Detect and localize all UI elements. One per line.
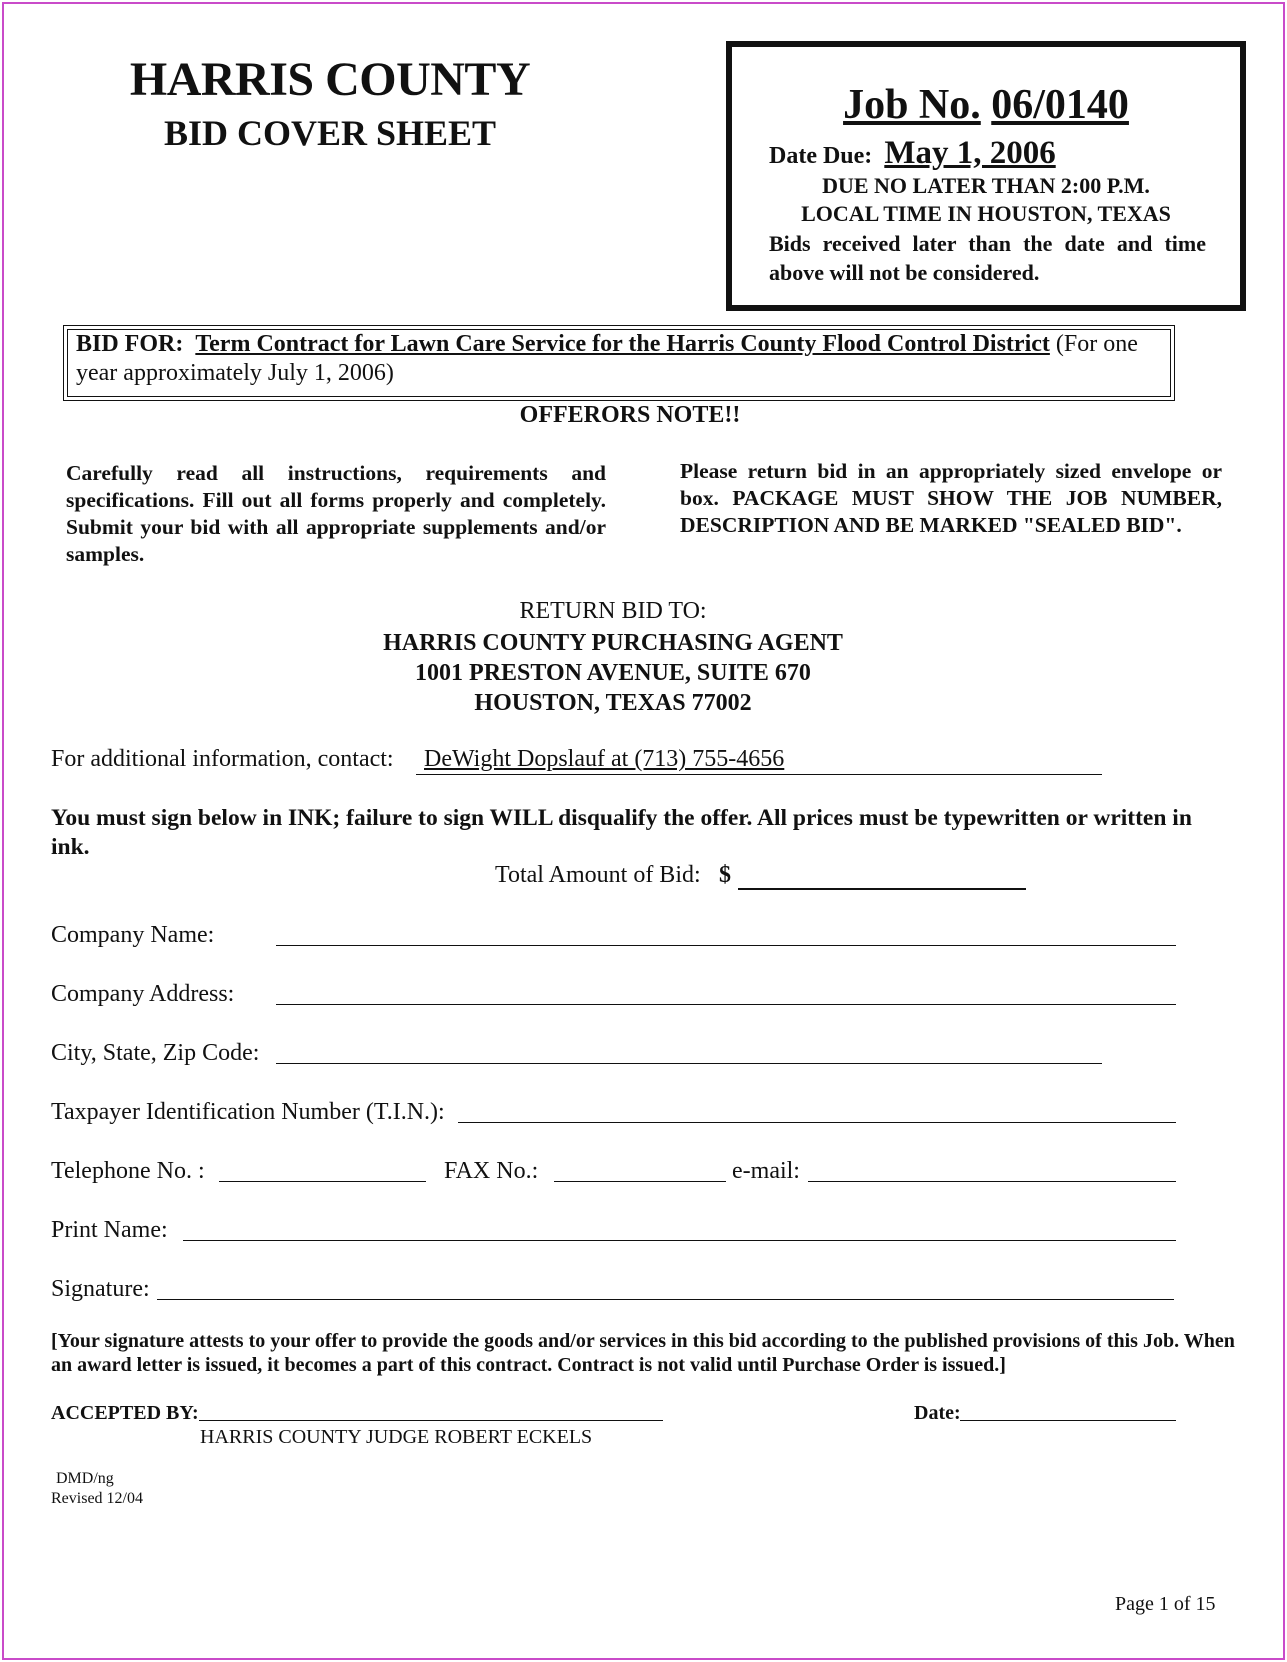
return-address bbox=[0, 628, 1226, 718]
signature-field[interactable] bbox=[157, 1299, 1174, 1301]
due-time-line: DUE NO LATER THAN 2:00 P.M. bbox=[822, 173, 1150, 198]
sign-in-ink-notice: You must sign below in INK; failure to sign WILL disqualify the offer. All prices must be typewritten or written in ink. bbox=[51, 805, 1192, 860]
bid-for-box bbox=[63, 325, 1175, 401]
contact-name-phone: DeWight Dopslauf at (713) 755-4656 bbox=[424, 746, 785, 772]
return-bid-label: RETURN BID TO: bbox=[519, 598, 707, 624]
offerors-note-heading: OFFERORS NOTE!! bbox=[519, 402, 741, 428]
print-name-field[interactable] bbox=[183, 1240, 1176, 1242]
date-due-value: May 1, 2006 bbox=[884, 135, 1056, 171]
due-location-line: LOCAL TIME IN HOUSTON, TEXAS bbox=[801, 201, 1171, 226]
return-street: 1001 PRESTON AVENUE, SUITE 670 bbox=[415, 660, 811, 686]
offerors-note-left: Carefully read all instructions, requirements and specifications. Fill out all forms properly and completely. Submit your bid with all appropriate supplements and/or samples. bbox=[66, 461, 606, 566]
company-address-label: Company Address: bbox=[51, 981, 235, 1007]
job-info-box bbox=[726, 41, 1246, 311]
job-number-label: Job No. bbox=[843, 82, 981, 128]
company-name-field[interactable] bbox=[276, 945, 1176, 947]
acceptance-date-field[interactable] bbox=[960, 1420, 1176, 1422]
accepted-by-field[interactable] bbox=[199, 1420, 663, 1422]
job-number-heading bbox=[732, 81, 1240, 129]
bid-for-title: Term Contract for Lawn Care Service for the Harris County Flood Control District bbox=[195, 331, 1050, 357]
job-number-value: 06/0140 bbox=[991, 82, 1129, 128]
accepted-by-label: ACCEPTED BY: bbox=[51, 1402, 199, 1424]
judge-name: HARRIS COUNTY JUDGE ROBERT ECKELS bbox=[200, 1426, 593, 1448]
fax-field[interactable] bbox=[554, 1181, 726, 1183]
total-amount-field[interactable] bbox=[738, 866, 1026, 890]
document-subtitle: BID COVER SHEET bbox=[163, 113, 497, 153]
date-due-row bbox=[769, 135, 1056, 172]
print-name-label: Print Name: bbox=[51, 1217, 168, 1243]
city-state-zip-field[interactable] bbox=[276, 1063, 1102, 1065]
tin-label: Taxpayer Identification Number (T.I.N.): bbox=[51, 1099, 445, 1125]
fax-label: FAX No.: bbox=[444, 1158, 539, 1184]
company-name-label: Company Name: bbox=[51, 922, 215, 948]
document-title: HARRIS COUNTY bbox=[129, 53, 531, 106]
return-agent: HARRIS COUNTY PURCHASING AGENT bbox=[383, 630, 843, 656]
return-city: HOUSTON, TEXAS 77002 bbox=[474, 690, 752, 716]
company-address-field[interactable] bbox=[276, 1004, 1176, 1006]
signature-attestation: [Your signature attests to your offer to provide the goods and/or services in this bid according to the published provisions of this Job. When an award letter is issued, it becomes a part of this contract. Contract is not valid until Purchase Order is issued.] bbox=[51, 1330, 1235, 1376]
total-amount-label: Total Amount of Bid: bbox=[495, 862, 701, 888]
page-number: Page 1 of 15 bbox=[1115, 1593, 1216, 1615]
contact-label: For additional information, contact: bbox=[51, 746, 394, 772]
offerors-note-right: Please return bid in an appropriately sized envelope or box. PACKAGE MUST SHOW THE JOB NUMBER, DESCRIPTION AND BE MARKED "SEALED BID". bbox=[680, 459, 1222, 537]
signature-label: Signature: bbox=[51, 1276, 150, 1302]
date-due-label: Date Due: bbox=[769, 143, 873, 169]
telephone-label: Telephone No. : bbox=[51, 1158, 205, 1184]
bid-for-text bbox=[76, 330, 1160, 388]
acceptance-date-label: Date: bbox=[914, 1402, 961, 1424]
bid-for-label: BID FOR: bbox=[76, 331, 184, 357]
late-bid-notice: Bids received later than the date and time above will not be considered. bbox=[769, 231, 1206, 285]
currency-symbol: $ bbox=[719, 862, 731, 888]
city-state-zip-label: City, State, Zip Code: bbox=[51, 1040, 260, 1066]
bid-for-extra: (For one year approximately July 1, 2006) bbox=[76, 331, 1138, 386]
revision-date: Revised 12/04 bbox=[51, 1490, 143, 1507]
tin-field[interactable] bbox=[458, 1122, 1176, 1124]
contact-value bbox=[416, 746, 1102, 775]
email-label: e-mail: bbox=[732, 1158, 800, 1184]
author-initials: DMD/ng bbox=[56, 1470, 114, 1487]
telephone-field[interactable] bbox=[219, 1181, 426, 1183]
email-field[interactable] bbox=[808, 1181, 1176, 1183]
